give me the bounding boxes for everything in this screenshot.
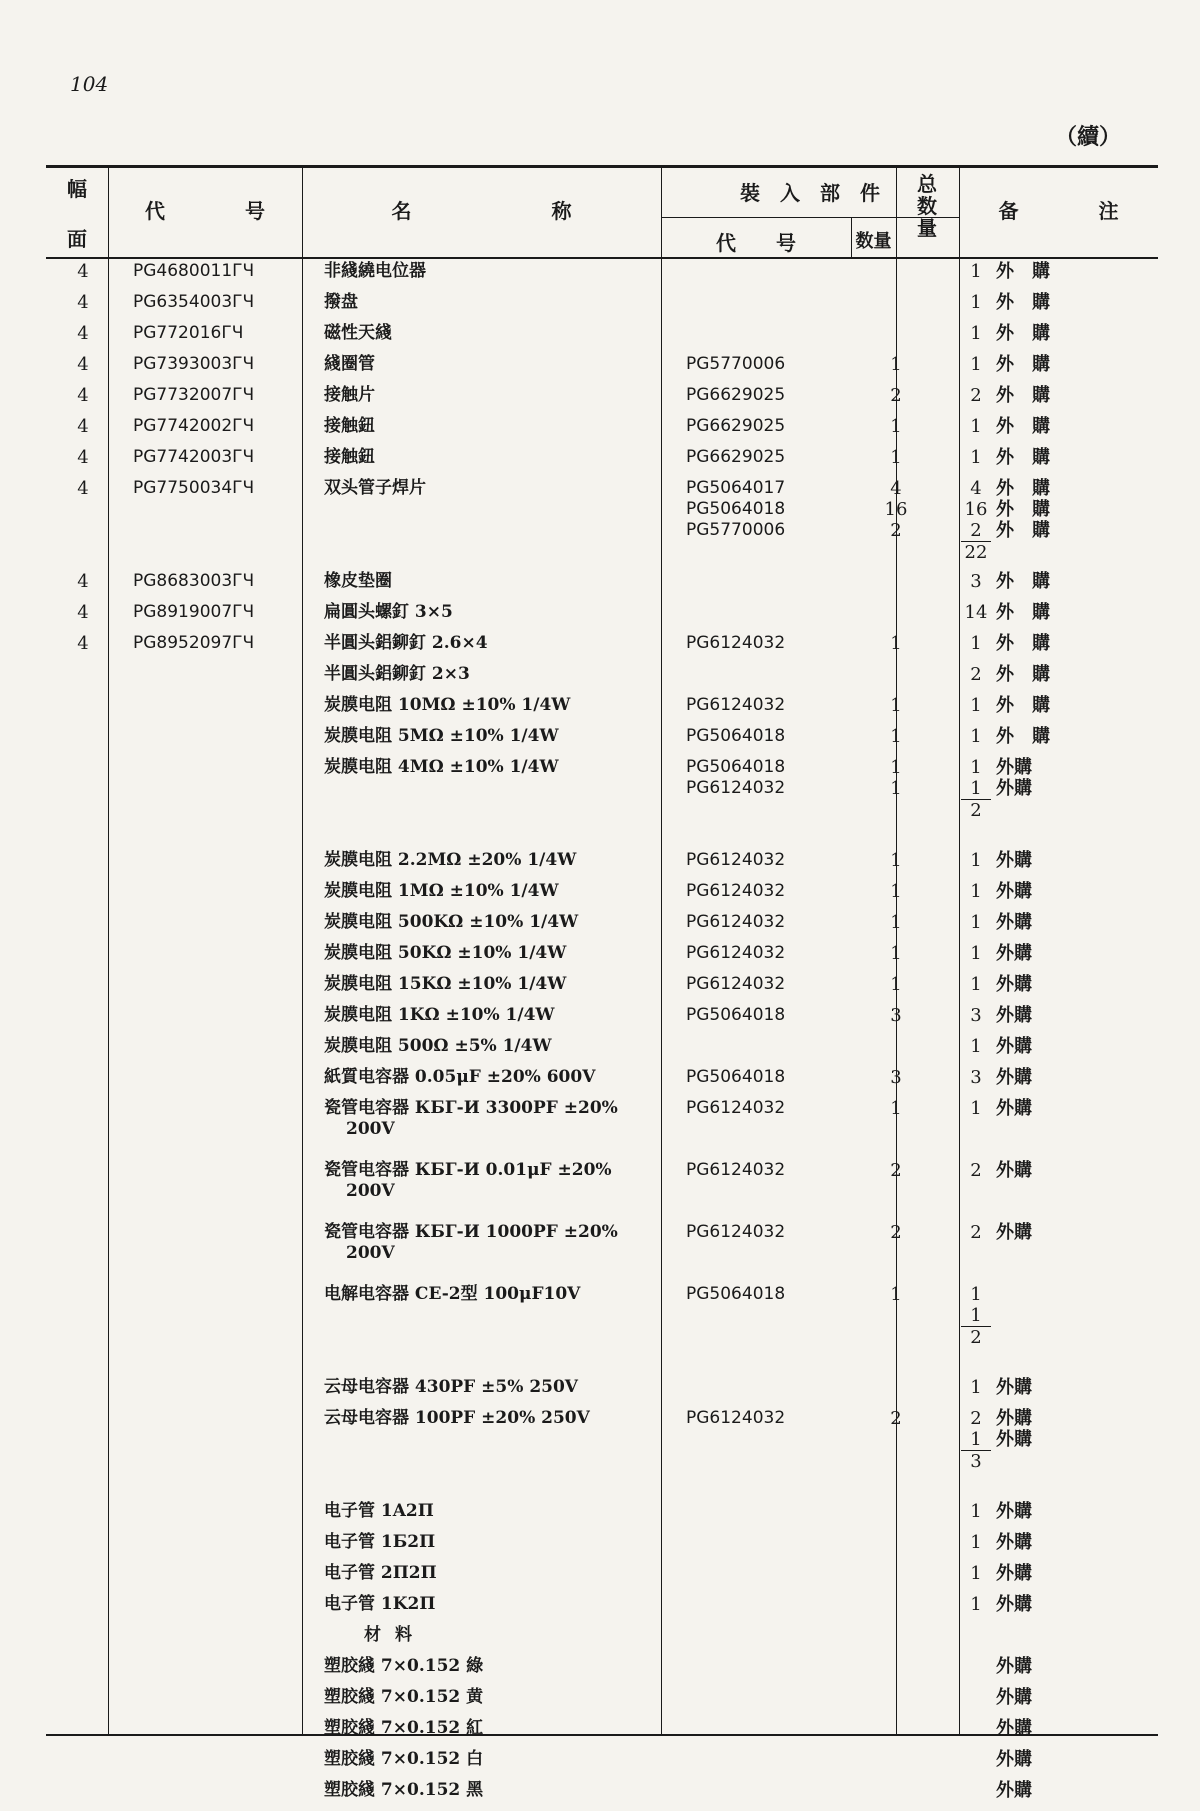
part-code-cell: PG7750034ГЧ [133,478,255,498]
part-name-cell: 炭膜电阻 1KΩ ±10% 1/4W [324,1005,555,1025]
assembly-code-cell: PG6124032 [686,1160,786,1180]
total-qty-cell: 3 [970,571,982,592]
assembly-code-cell: PG5064017 PG5064018 PG5770006 [686,478,786,540]
table-row [46,664,1158,695]
total-qty-cell: 2 [970,385,982,406]
assembly-qty-cell: 1 [890,354,902,375]
assembly-qty-cell: 1 [890,974,902,995]
table-row [46,881,1158,912]
assembly-code-cell: PG6629025 [686,416,786,436]
header-assembly-qty: 数量 [855,231,892,252]
total-qty-cell: 1 [970,726,982,747]
part-name-cell: 撥盘 [324,292,358,312]
assembly-code-cell: PG5064018 [686,726,786,746]
part-name-cell: 双头管子焊片 [324,478,426,498]
note-cell: 外 購 [996,571,1050,592]
assembly-qty-cell: 1 [890,726,902,747]
part-name-cell: 炭膜电阻 50KΩ ±10% 1/4W [324,943,567,963]
part-name-cell: 电解电容器 CE-2型 100μF10V [324,1284,581,1304]
part-name-cell: 炭膜电阻 1MΩ ±10% 1/4W [324,881,559,901]
face-cell: 4 [77,602,89,623]
table-row [46,292,1158,323]
assembly-qty-cell: 4 16 2 [884,478,908,541]
face-cell: 4 [77,633,89,654]
header-code: 代 号 [145,199,265,223]
table-row [46,447,1158,478]
part-name-cell: 炭膜电阻 5MΩ ±10% 1/4W [324,726,559,746]
table-row [46,1780,1158,1811]
note-cell: 外購 [996,943,1032,964]
assembly-qty-cell: 1 [890,850,902,871]
part-name-cell: 炭膜电阻 2.2MΩ ±20% 1/4W [324,850,577,870]
part-code-cell: PG772016ГЧ [133,323,244,343]
note-cell: 外 購 外 購 外 購 [996,478,1050,541]
total-qty-cell: 1 [970,1501,982,1522]
assembly-code-cell: PG5770006 [686,354,786,374]
note-cell: 外 購 [996,633,1050,654]
part-name-cell: 电子管 1K2П [324,1594,436,1614]
face-cell: 4 [77,354,89,375]
note-cell: 外 購 [996,292,1050,313]
part-name-cell: 云母电容器 430PF ±5% 250V [324,1377,578,1397]
table-row [46,1377,1158,1408]
assembly-qty-cell: 1 [890,1098,902,1119]
table-row [46,633,1158,664]
note-cell: 外 購 [996,726,1050,747]
table-row [46,1098,1158,1160]
note-cell: 外購 [996,1036,1032,1057]
assembly-code-cell: PG6124032 [686,695,786,715]
table-top-rule [46,165,1158,168]
total-qty-cell: 1 [970,1532,982,1553]
part-name-cell: 塑胶綫 7×0.152 綠 [324,1656,484,1676]
total-qty-cell: 1 [970,292,982,313]
table-row [46,1501,1158,1532]
page-number: 104 [70,72,109,96]
total-qty-cell: 1 [970,881,982,902]
assembly-qty-cell: 1 [890,1284,902,1305]
table-row [46,1532,1158,1563]
total-qty-cell: 14 [964,602,988,623]
note-cell: 外購 [996,1656,1032,1677]
part-name-cell: 瓷管电容器 КБГ-И 1000PF ±20% 200V [324,1222,618,1263]
assembly-qty-cell: 1 1 [890,757,902,799]
part-code-cell: PG8919007ГЧ [133,602,255,622]
continued-marker: （續） [1055,124,1122,150]
note-cell: 外 購 [996,385,1050,406]
total-qty-cell: 1 [970,354,982,375]
note-cell: 外購 外購 [996,757,1032,799]
table-row [46,1594,1158,1625]
assembly-code-cell: PG5064018 [686,1067,786,1087]
table-row [46,850,1158,881]
note-cell: 外 購 [996,447,1050,468]
part-name-cell: 接触鈕 [324,447,375,467]
table-row [46,1284,1158,1377]
part-name-cell: 云母电容器 100PF ±20% 250V [324,1408,590,1428]
assembly-code-cell: PG5064018 PG6124032 [686,757,786,798]
face-cell: 4 [77,447,89,468]
assembly-code-cell: PG6124032 [686,1098,786,1118]
assembly-qty-cell: 1 [890,633,902,654]
part-name-cell: 电子管 1A2П [324,1501,434,1521]
table-row [46,1160,1158,1222]
table-row [46,416,1158,447]
note-cell: 外購 [996,1749,1032,1770]
total-qty-cell: 1 [970,850,982,871]
table-row [46,695,1158,726]
part-name-cell: 电子管 2П2П [324,1563,437,1583]
part-code-cell: PG8952097ГЧ [133,633,255,653]
assembly-qty-cell: 3 [890,1067,902,1088]
part-name-cell: 橡皮垫圈 [324,571,392,591]
part-name-cell: 塑胶綫 7×0.152 黄 [324,1687,484,1707]
note-cell: 外購 [996,1005,1032,1026]
total-qty-cell: 2 [970,1160,982,1181]
face-cell: 4 [77,478,89,499]
note-cell: 外購 [996,1687,1032,1708]
note-cell: 外購 [996,1098,1032,1119]
assembly-code-cell: PG6124032 [686,633,786,653]
table-row [46,1005,1158,1036]
section-heading: 材料 [364,1625,426,1645]
note-cell: 外 購 [996,323,1050,344]
part-name-cell: 炭膜电阻 500KΩ ±10% 1/4W [324,912,579,932]
table-row [46,323,1158,354]
total-qty-cell: 1 [970,633,982,654]
total-qty-cell: 1 [970,912,982,933]
assembly-qty-cell: 3 [890,1005,902,1026]
total-qty-cell: 1 1 2 [961,757,991,821]
note-cell: 外購 [996,881,1032,902]
table-row [46,912,1158,943]
part-code-cell: PG7393003ГЧ [133,354,255,374]
face-cell: 4 [77,323,89,344]
total-qty-cell: 1 [970,695,982,716]
table-row [46,1718,1158,1749]
table-row [46,1625,1158,1656]
total-qty-cell: 1 [970,1594,982,1615]
note-cell: 外購 [996,850,1032,871]
assembly-qty-cell: 1 [890,447,902,468]
note-cell: 外購 [996,1377,1032,1398]
header-assembly-code: 代 号 [716,231,796,255]
parts-table [46,165,1158,1801]
header-assembly: 裝 入 部 件 [740,181,880,205]
table-row [46,1749,1158,1780]
total-qty-cell: 1 [970,1377,982,1398]
part-code-cell: PG7742002ГЧ [133,416,255,436]
part-name-cell: 半圓头鋁鉚釘 2.6×4 [324,633,488,653]
total-qty-cell: 1 [970,1098,982,1119]
part-name-cell: 半圓头鋁鉚釘 2×3 [324,664,470,684]
assembly-code-cell: PG6629025 [686,385,786,405]
note-cell: 外購 [996,1222,1032,1243]
assembly-qty-cell: 1 [890,912,902,933]
part-name-cell: 瓷管电容器 КБГ-И 0.01μF ±20% 200V [324,1160,612,1201]
note-cell: 外購 外購 [996,1408,1032,1450]
assembly-code-cell: PG6124032 [686,850,786,870]
face-cell: 4 [77,292,89,313]
table-header-rule [46,257,1158,259]
assembly-qty-cell: 1 [890,881,902,902]
note-cell: 外 購 [996,664,1050,685]
table-row [46,757,1158,850]
assembly-code-cell: PG6124032 [686,943,786,963]
part-code-cell: PG8683003ГЧ [133,571,255,591]
total-qty-cell: 1 [970,974,982,995]
part-name-cell: 塑胶綫 7×0.152 白 [324,1749,484,1769]
part-name-cell: 电子管 1Б2П [324,1532,436,1552]
total-qty-cell: 3 [970,1005,982,1026]
assembly-qty-cell: 1 [890,416,902,437]
face-cell: 4 [77,261,89,282]
table-row [46,1687,1158,1718]
table-row [46,602,1158,633]
note-cell: 外購 [996,1532,1032,1553]
part-name-cell: 接触片 [324,385,375,405]
part-name-cell: 扁圓头螺釘 3×5 [324,602,453,622]
table-row [46,571,1158,602]
header-total: 总数量 [917,172,937,240]
part-code-cell: PG4680011ГЧ [133,261,255,281]
note-cell: 外購 [996,1501,1032,1522]
total-qty-cell: 2 [970,664,982,685]
part-code-cell: PG6354003ГЧ [133,292,255,312]
assembly-qty-cell: 2 [890,385,902,406]
note-cell: 外 購 [996,354,1050,375]
assembly-code-cell: PG6124032 [686,974,786,994]
assembly-code-cell: PG5064018 [686,1005,786,1025]
total-qty-cell: 1 [970,323,982,344]
face-cell: 4 [77,416,89,437]
total-qty-cell: 1 1 2 [961,1284,991,1348]
total-qty-cell: 2 1 3 [961,1408,991,1472]
part-name-cell: 炭膜电阻 500Ω ±5% 1/4W [324,1036,552,1056]
table-row [46,354,1158,385]
part-code-cell: PG7732007ГЧ [133,385,255,405]
table-row [46,726,1158,757]
note-cell: 外 購 [996,261,1050,282]
face-cell: 4 [77,385,89,406]
part-name-cell: 非綫繞电位器 [324,261,426,281]
total-qty-cell: 1 [970,447,982,468]
note-cell: 外 購 [996,416,1050,437]
assembly-qty-cell: 2 [890,1408,902,1429]
part-name-cell: 塑胶綫 7×0.152 紅 [324,1718,484,1738]
total-qty-cell: 4 16 2 22 [961,478,991,563]
note-cell: 外購 [996,1067,1032,1088]
assembly-qty-cell: 2 [890,1160,902,1181]
total-qty-cell: 1 [970,943,982,964]
table-row [46,1067,1158,1098]
table-row [46,1222,1158,1284]
part-name-cell: 磁性天綫 [324,323,392,343]
part-code-cell: PG7742003ГЧ [133,447,255,467]
note-cell: 外購 [996,1780,1032,1801]
table-row [46,974,1158,1005]
note-cell: 外購 [996,974,1032,995]
assembly-code-cell: PG6124032 [686,912,786,932]
table-row [46,385,1158,416]
part-name-cell: 炭膜电阻 4MΩ ±10% 1/4W [324,757,559,777]
part-name-cell: 塑胶綫 7×0.152 黑 [324,1780,484,1800]
part-name-cell: 炭膜电阻 10MΩ ±10% 1/4W [324,695,571,715]
assembly-code-cell: PG6629025 [686,447,786,467]
header-note: 备 注 [998,199,1119,223]
assembly-qty-cell: 1 [890,943,902,964]
assembly-qty-cell: 2 [890,1222,902,1243]
total-qty-cell: 2 [970,1222,982,1243]
table-row [46,943,1158,974]
table-row [46,1408,1158,1501]
note-cell: 外購 [996,1563,1032,1584]
header-name: 名 称 [391,199,572,223]
assembly-code-cell: PG6124032 [686,881,786,901]
table-row [46,261,1158,292]
total-qty-cell: 1 [970,416,982,437]
total-qty-cell: 3 [970,1067,982,1088]
assembly-code-cell: PG6124032 [686,1222,786,1242]
total-qty-cell: 1 [970,261,982,282]
table-row [46,1656,1158,1687]
note-cell: 外 購 [996,602,1050,623]
note-cell: 外購 [996,1160,1032,1181]
total-qty-cell: 1 [970,1563,982,1584]
table-body [46,261,1158,1811]
table-row [46,478,1158,571]
part-name-cell: 紙質电容器 0.05μF ±20% 600V [324,1067,596,1087]
part-name-cell: 炭膜电阻 15KΩ ±10% 1/4W [324,974,567,994]
note-cell: 外 購 [996,695,1050,716]
part-name-cell: 瓷管电容器 КБГ-И 3300PF ±20% 200V [324,1098,618,1139]
header-face-bottom: 面 [67,227,87,251]
note-cell: 外購 [996,912,1032,933]
table-row [46,1563,1158,1594]
part-name-cell: 接触鈕 [324,416,375,436]
total-qty-cell: 1 [970,1036,982,1057]
note-cell: 外購 [996,1594,1032,1615]
header-face-top: 幅 [67,177,87,201]
assembly-qty-cell: 1 [890,695,902,716]
assembly-code-cell: PG6124032 [686,1408,786,1428]
face-cell: 4 [77,571,89,592]
table-row [46,1036,1158,1067]
note-cell: 外購 [996,1718,1032,1739]
assembly-code-cell: PG5064018 [686,1284,786,1304]
part-name-cell: 綫圈管 [324,354,375,374]
